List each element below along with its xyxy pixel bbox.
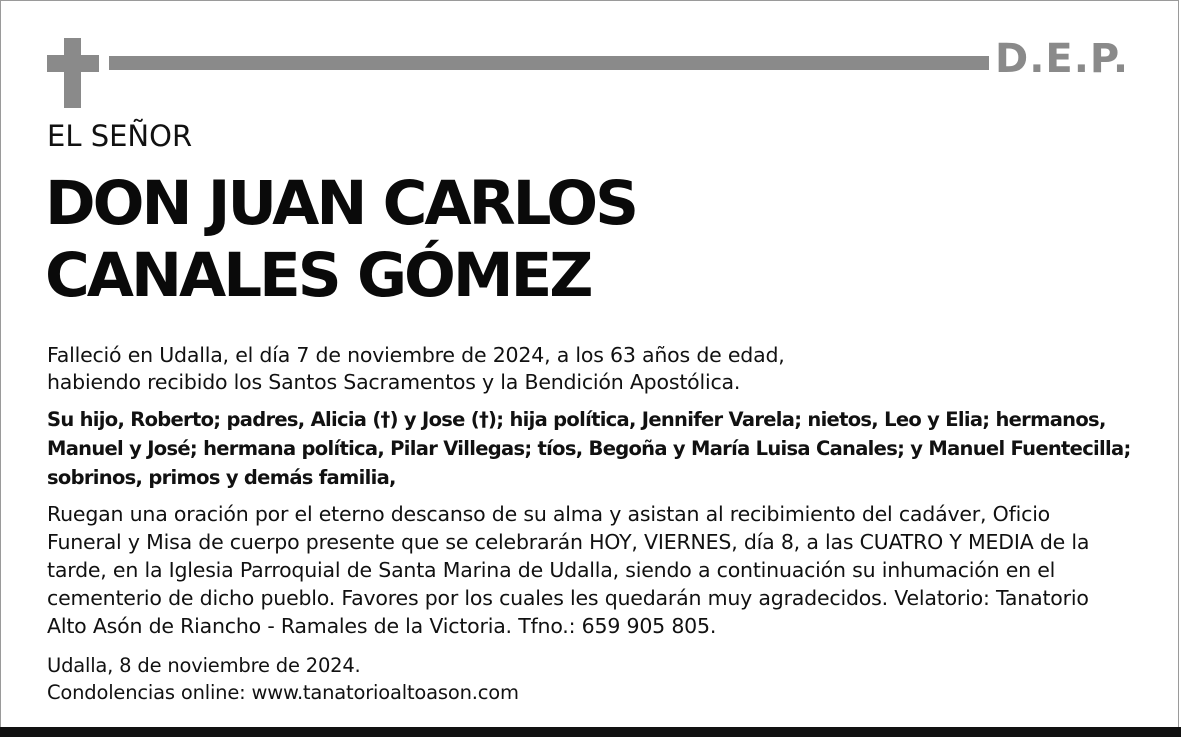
- bottom-rule: [0, 727, 1181, 737]
- condolences-text: Condolencias online: www.tanatorioaltoason.com: [47, 681, 519, 704]
- death-notice-line: habiendo recibido los Santos Sacramentos y la Bendición Apostólica.: [47, 370, 741, 394]
- ceremony-line: cementerio de dicho pueblo. Favores por los cuales les quedarán muy agradecidos. Velatorio: Tanatorio: [47, 586, 1089, 610]
- family-paragraph: [47, 405, 1131, 492]
- death-notice-paragraph: [47, 342, 785, 396]
- place-date: Udalla, 8 de noviembre de 2024.: [47, 654, 361, 677]
- footer-block: [47, 652, 519, 706]
- ceremony-line: tarde, en la Iglesia Parroquial de Santa Marina de Udalla, siendo a continuación su inhumación en el: [47, 558, 1056, 582]
- ceremony-line: Alto Asón de Riancho - Ramales de la Victoria. Tfno.: 659 905 805.: [47, 614, 717, 638]
- ceremony-line: Ruegan una oración por el eterno descanso de su alma y asistan al recibimiento del cadáver, Oficio: [47, 502, 1051, 526]
- honorific: EL SEÑOR: [47, 119, 193, 153]
- dep-label: D.E.P.: [995, 36, 1130, 82]
- deceased-name-line-2: CANALES GÓMEZ: [45, 240, 591, 311]
- ceremony-paragraph: [47, 500, 1089, 640]
- ceremony-line: Funeral y Misa de cuerpo presente que se celebrarán HOY, VIERNES, día 8, a las CUATRO Y MEDIA de la: [47, 530, 1090, 554]
- death-notice-line: Falleció en Udalla, el día 7 de noviembre de 2024, a los 63 años de edad,: [47, 343, 785, 367]
- family-line: sobrinos, primos y demás familia,: [47, 466, 396, 489]
- deceased-name-line-1: DON JUAN CARLOS: [45, 168, 637, 239]
- family-line: Su hijo, Roberto; padres, Alicia (†) y Jose (†); hija política, Jennifer Varela; nietos, Leo y Elia; hermanos,: [47, 408, 1106, 431]
- deceased-name: [45, 168, 636, 312]
- family-line: Manuel y José; hermana política, Pilar Villegas; tíos, Begoña y María Luisa Canales; y Manuel Fuentecilla;: [47, 437, 1131, 460]
- header-divider: [109, 56, 989, 70]
- cross-icon: [47, 38, 99, 108]
